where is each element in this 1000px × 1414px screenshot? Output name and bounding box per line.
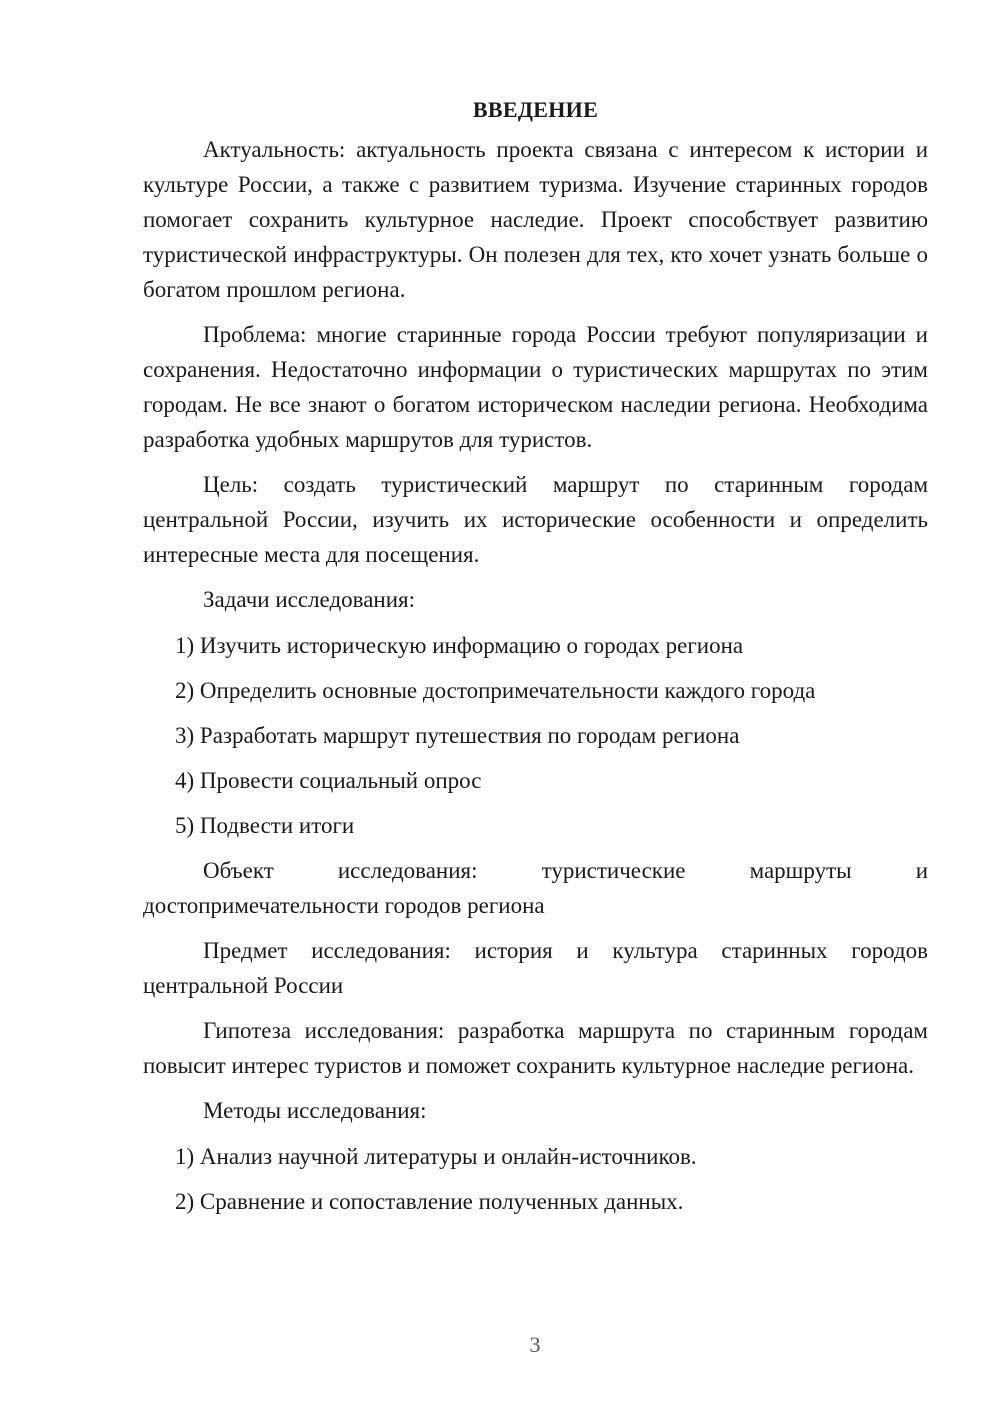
task-item-1: 1) Изучить историческую информацию о городах региона [175, 633, 744, 658]
methods-heading: Методы исследования: [203, 1098, 427, 1123]
relevance-paragraph: Актуальность: актуальность проекта связана с интересом к истории и культуре России, а также с развитием туризма. Изучение старинных городов помогает сохранить культурное наследие. Проект способствует развитию туристической инфраструктуры. Он полезен для тех, кто хочет узнать больше о богатом прошлом региона. [143, 137, 928, 302]
page-number: 3 [529, 1332, 541, 1357]
subject-paragraph: Предмет исследования: история и культура старинных городов центральной России [143, 938, 928, 998]
object-paragraph: Объект исследования: туристические маршруты и достопримечательности городов региона [143, 858, 928, 918]
task-item-3: 3) Разработать маршрут путешествия по городам региона [175, 723, 740, 748]
task-item-5: 5) Подвести итоги [175, 813, 355, 838]
document-page [143, 92, 928, 1229]
task-item-2: 2) Определить основные достопримечательности каждого города [175, 678, 816, 703]
page-title: ВВЕДЕНИЕ [472, 97, 599, 122]
method-item-1: 1) Анализ научной литературы и онлайн-источников. [175, 1144, 697, 1169]
hypothesis-paragraph: Гипотеза исследования: разработка маршрута по старинным городам повысит интерес туристов и поможет сохранить культурное наследие региона. [143, 1018, 928, 1078]
method-item-2: 2) Сравнение и сопоставление полученных данных. [175, 1189, 684, 1214]
problem-paragraph: Проблема: многие старинные города России требуют популяризации и сохранения. Недостаточно информации о туристических маршрутах по этим городам. Не все знают о богатом историческом наследии региона. Необходима разработка удобных маршрутов для туристов. [143, 322, 928, 452]
tasks-heading: Задачи исследования: [203, 587, 416, 612]
task-item-4: 4) Провести социальный опрос [175, 768, 482, 793]
goal-paragraph: Цель: создать туристический маршрут по старинным городам центральной России, изучить их исторические особенности и определить интересные места для посещения. [143, 472, 928, 567]
